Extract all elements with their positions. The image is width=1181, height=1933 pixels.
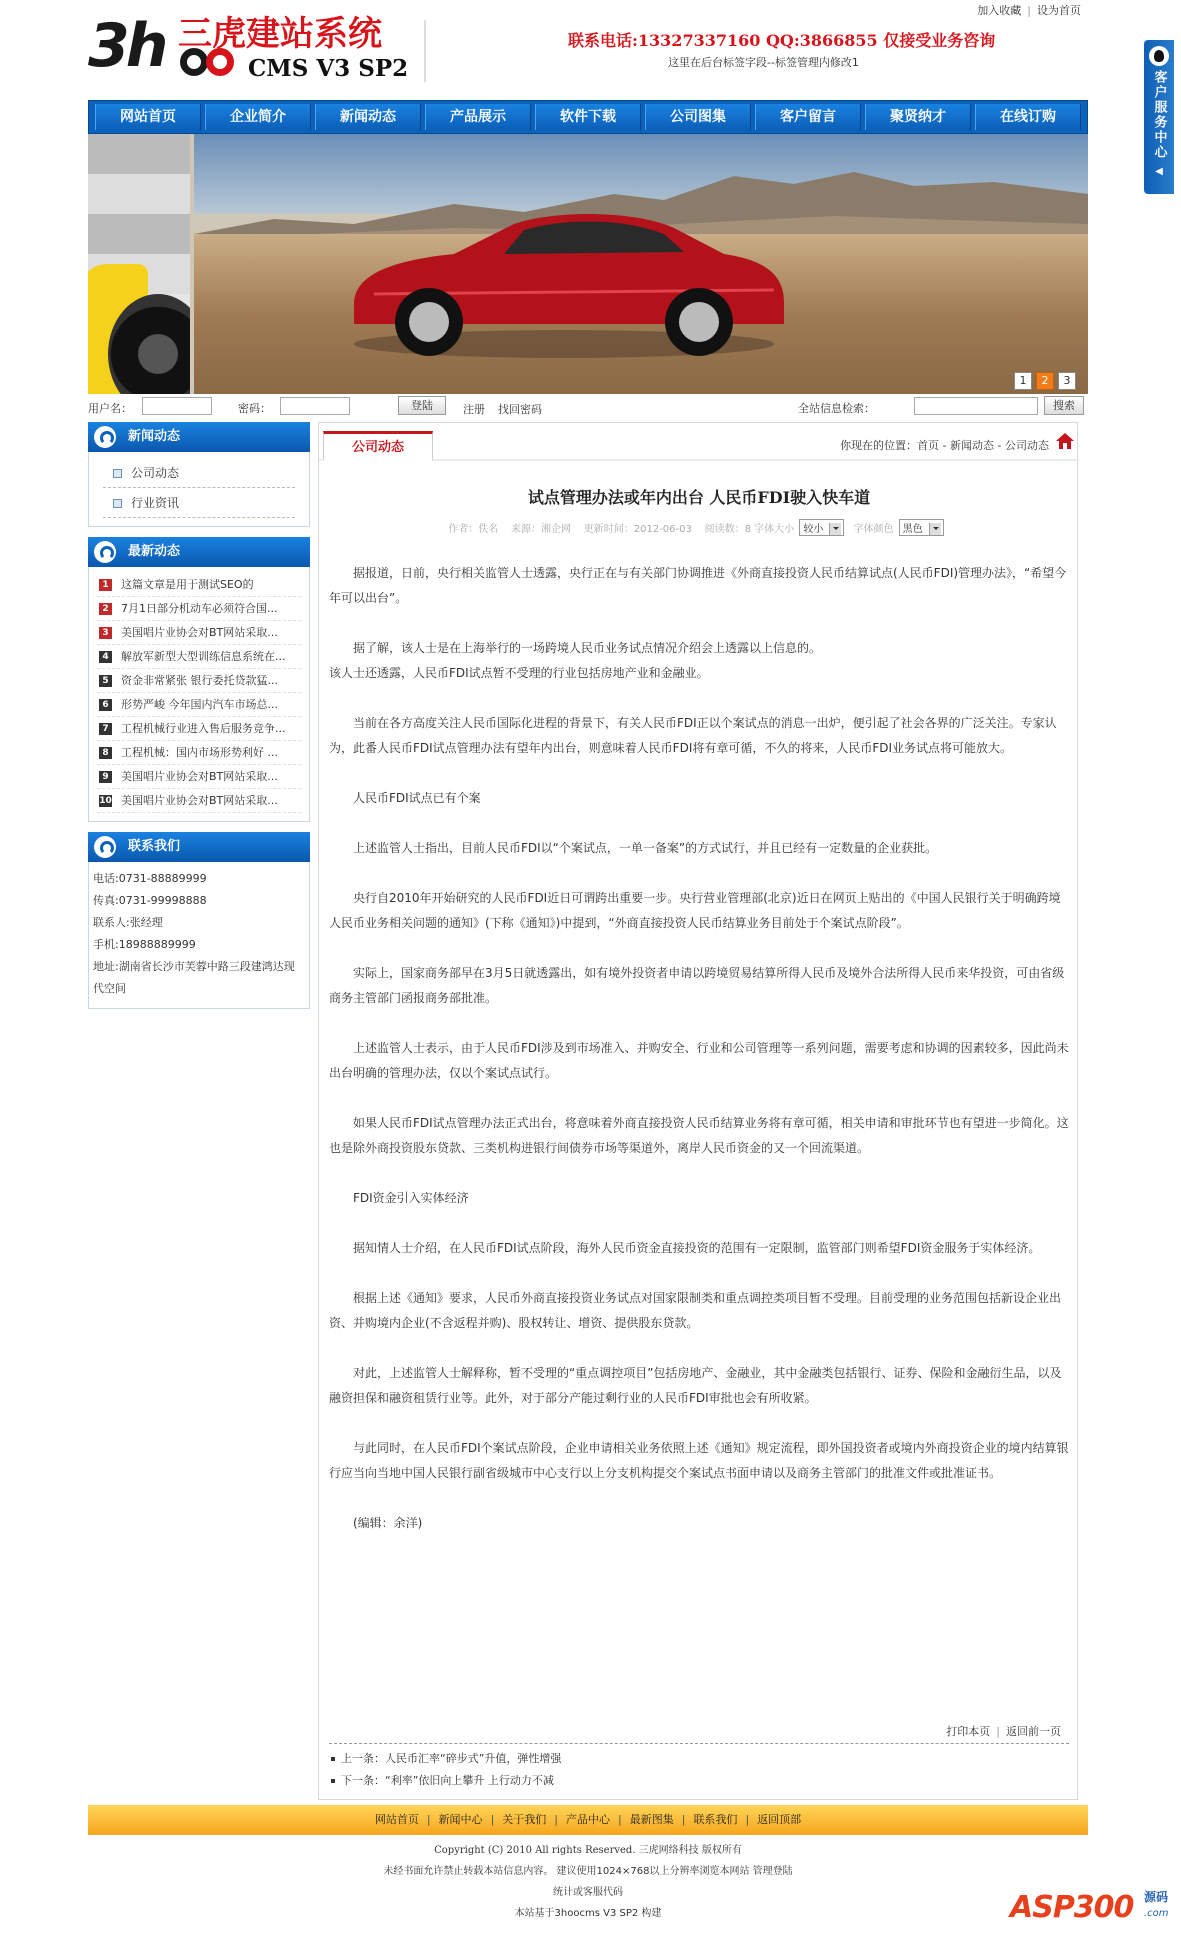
nav-gallery[interactable]: 公司图集 [645, 104, 751, 130]
article-paragraph: 上述监管人士表示，由于人民币FDI涉及到市场准入、并购安全、行业和公司管理等一系列问题，需要考虑和协调的因素较多，因此尚未出台明确的管理办法，仅以个案试点试行。 [329, 1041, 1069, 1080]
article-paragraph: 如果人民币FDI试点管理办法正式出台，将意味着外商直接投资人民币结算业务将有章可循，相关申请和审批环节也有望进一步简化。这也是除外商投资股东贷款、三类机构进银行间债券市场等渠道外，离岸人民币资金的又一个回流渠道。 [329, 1116, 1069, 1155]
watermark-brand: ASP300 [1010, 1890, 1134, 1925]
contact-phone: 电话:0731-88889999 [93, 872, 207, 885]
article-paragraph: 对此，上述监管人士解释称，暂不受理的“重点调控项目”包括房地产、金融业，其中金融类包括银行、证券、保险和金融衍生品，以及融资担保和融资租赁行业等。此外，对于部分产能过剩行业的人民币FDI审批也会有所收紧。 [329, 1366, 1062, 1405]
search-input[interactable] [914, 397, 1038, 415]
category-industry-news[interactable]: 行业资讯 [103, 488, 295, 518]
register-link[interactable]: 注册 [463, 403, 485, 416]
article-paragraph: 据报道，日前，央行相关监管人士透露，央行正在与有关部门协调推进《外商直接投资人民币结算试点(人民币FDI)管理办法》，“希望今年可以出台”。 [329, 566, 1067, 605]
nav-home[interactable]: 网站首页 [95, 104, 201, 130]
article-title: 试点管理办法或年内出台 人民币FDI驶入快车道 [527, 488, 871, 507]
username-label: 用户名： [88, 402, 132, 415]
footer-link-contact[interactable]: 联系我们 [693, 1813, 738, 1826]
article-paragraph: 据了解，该人士是在上海举行的一场跨境人民币业务试点情况介绍会上透露以上信息的。 该人士还透露，人民币FDI试点暂不受理的行业包括房地产业和金融业。 [329, 641, 822, 680]
watermark-domain: .com [1144, 1908, 1169, 1919]
latest-news-item[interactable]: 2 7月1日部分机动车必须符合国... [97, 597, 301, 621]
font-size-select[interactable]: 较小 [799, 519, 844, 536]
customer-service-float[interactable] [1144, 40, 1174, 194]
contact-us-header: 联系我们 [88, 832, 310, 862]
chevron-down-icon [929, 523, 941, 535]
site-logo[interactable] [88, 11, 428, 86]
banner-car-image [194, 134, 1088, 394]
article-paragraph: 央行自2010年开始研究的人民币FDI近日可谓跨出重要一步。央行营业管理部(北京)近日在网页上贴出的《中国人民银行关于明确跨境人民币业务相关问题的通知》(下称《通知》)中提到，“外商直接投资人民币结算业务目前处于个案试点阶段”。 [329, 891, 1061, 930]
meta-source: 来源：湘企网 [511, 524, 572, 535]
nav-downloads[interactable]: 软件下载 [535, 104, 641, 130]
article-paragraph: 据知情人士介绍，在人民币FDI试点阶段，海外人民币资金直接投资的范围有一定限制，监管部门则希望FDI资金服务于实体经济。 [353, 1241, 1041, 1255]
nav-guestbook[interactable]: 客户留言 [755, 104, 861, 130]
article-subheading: FDI资金引入实体经济 [353, 1191, 469, 1205]
print-page-link[interactable]: 打印本页 [946, 1725, 991, 1738]
footer-link-products[interactable]: 产品中心 [566, 1813, 610, 1826]
qq-penguin-icon [1149, 46, 1169, 66]
nav-jobs[interactable]: 聚贤纳才 [865, 104, 971, 130]
footer-link-about[interactable]: 关于我们 [502, 1813, 547, 1826]
article-body [329, 561, 1069, 1561]
customer-service-label: 客户服务中心 [1151, 70, 1167, 160]
font-color-select[interactable]: 黑色 [899, 519, 944, 536]
banner-side-image [88, 134, 190, 394]
main-nav [88, 100, 1088, 134]
article-paragraph: 与此同时，在人民币FDI个案试点阶段，企业申请相关业务依照上述《通知》规定流程，即外国投资者或境内外商投资企业的境内结算银行应当向当地中国人民银行副省级城市中心支行以上分支机构提交个案试点书面申请以及商务主管部门的批准文件或批准证书。 [329, 1441, 1069, 1480]
logo-mark: 3h [88, 11, 165, 81]
article-tools: 打印本页 | 返回前一页 [946, 1725, 1061, 1738]
home-icon[interactable] [1055, 431, 1075, 451]
username-input[interactable] [142, 397, 212, 415]
article-subheading: 人民币FDI试点已有个案 [353, 791, 481, 805]
footer-link-top[interactable]: 返回顶部 [757, 1813, 802, 1826]
nav-order[interactable]: 在线订购 [975, 104, 1081, 130]
login-bar [88, 396, 1088, 418]
footer [88, 1840, 1088, 1924]
nav-news[interactable]: 新闻动态 [315, 104, 421, 130]
go-back-link[interactable]: 返回前一页 [1006, 1725, 1061, 1738]
password-label: 密码： [238, 402, 271, 415]
add-favorite-link[interactable]: 加入收藏 [977, 4, 1022, 17]
category-company-news[interactable]: 公司动态 [103, 458, 295, 488]
article-panel [318, 422, 1078, 1800]
logo-version: CMS V3 SP2 [248, 55, 409, 82]
article-paragraph: 当前在各方高度关注人民币国际化进程的背景下，有关人民币FDI正以个案试点的消息一出炉，便引起了社会各界的广泛关注。专家认为，此番人民币FDI试点管理办法有望年内出台，则意味着人民币FDI将有章可循，不久的将来，人民币FDI业务试点将可能放大。 [329, 716, 1057, 755]
section-icon [94, 836, 116, 858]
prev-article-link[interactable]: 上一条：人民币汇率“碎步式”升值，弹性增强 [329, 1748, 1069, 1770]
latest-news-item[interactable]: 9 美国唱片业协会对BT网站采取... [97, 765, 301, 789]
password-input[interactable] [280, 397, 350, 415]
footer-link-gallery[interactable]: 最新图集 [629, 1813, 674, 1826]
chevron-left-icon: ◀ [1155, 166, 1163, 177]
set-homepage-link[interactable]: 设为首页 [1037, 4, 1081, 17]
latest-news-item[interactable]: 3 美国唱片业协会对BT网站采取... [97, 621, 301, 645]
contact-address: 地址:湖南省长沙市芙蓉中路三段建鸿达现代空间 [93, 960, 295, 995]
search-button[interactable]: 搜索 [1044, 396, 1084, 415]
asp300-watermark [1010, 1878, 1180, 1932]
nav-products[interactable]: 产品展示 [425, 104, 531, 130]
breadcrumb-news[interactable]: 新闻动态 [950, 439, 995, 452]
footer-notice: 未经书面允许禁止转载本站信息内容。 建议使用1024×768以上分辨率浏览本网站 管理登陆 [383, 1866, 793, 1877]
breadcrumb-company-news[interactable]: 公司动态 [1005, 439, 1049, 452]
latest-news-item[interactable]: 8 工程机械：国内市场形势利好 ... [97, 741, 301, 765]
latest-news-header: 最新动态 [88, 537, 310, 567]
latest-news-item[interactable]: 10 美国唱片业协会对BT网站采取... [97, 789, 301, 813]
forgot-password-link[interactable]: 找回密码 [498, 403, 542, 416]
latest-news-item[interactable]: 6 形势严峻 今年国内汽车市场总... [97, 693, 301, 717]
latest-news-item[interactable]: 4 解放军新型大型训练信息系统在... [97, 645, 301, 669]
meta-date: 更新时间：2012-06-03 [583, 524, 692, 535]
banner-page-2[interactable]: 2 [1036, 372, 1054, 390]
footer-stats: 统计或客服代码 [553, 1887, 623, 1898]
latest-news-list [88, 567, 310, 822]
banner-page-1[interactable]: 1 [1014, 372, 1032, 390]
banner-page-3[interactable]: 3 [1058, 372, 1076, 390]
news-category-header: 新闻动态 [88, 422, 310, 452]
prev-next-links [329, 1743, 1069, 1792]
article-tab-bar [319, 423, 1079, 461]
article-meta [319, 519, 1079, 536]
article-editor: (编辑：余洋) [353, 1516, 423, 1530]
font-color-label: 字体颜色 [853, 524, 894, 535]
article-paragraph: 上述监管人士指出，目前人民币FDI以“个案试点，一单一备案”的方式试行，并且已经有一定数量的企业获批。 [353, 841, 938, 855]
copyright: Copyright (C) 2010 All rights Reserved. 三虎网络科技 版权所有 [434, 1845, 742, 1856]
chevron-down-icon [829, 523, 841, 535]
meta-views: 阅读数：8 [704, 524, 751, 535]
breadcrumb: 你现在的位置：首页 - 新闻动态 - 公司动态 [840, 439, 1049, 452]
search-label: 全站信息检索： [798, 402, 875, 415]
top-links: 加入收藏 | 设为首页 [977, 4, 1081, 17]
next-article-link[interactable]: 下一条：“利率”依旧向上攀升 上行动力不减 [329, 1770, 1069, 1792]
nav-about[interactable]: 企业简介 [205, 104, 311, 130]
contact-info [88, 862, 310, 1009]
latest-news-item[interactable]: 1 这篇文章是用于测试SEO的 [97, 573, 301, 597]
header-divider [424, 20, 426, 82]
footer-link-news[interactable]: 新闻中心 [438, 1813, 483, 1826]
contact-person: 联系人:张经理 [93, 916, 163, 929]
sidebar [88, 422, 310, 1009]
footer-link-home[interactable]: 网站首页 [374, 1813, 419, 1826]
square-bullet-icon [113, 499, 122, 508]
header-slogan: 这里在后台标签字段--标签管理内修改1 [668, 56, 859, 69]
footer-nav: 网站首页 | 新闻中心 | 关于我们 | 产品中心 | 最新图集 | 联系我们 | 返回顶部 [88, 1805, 1088, 1835]
watermark-cn: 源码 [1144, 1890, 1169, 1904]
breadcrumb-home[interactable]: 首页 [917, 439, 940, 452]
latest-news-item[interactable]: 5 资金非常紧张 银行委托贷款猛... [97, 669, 301, 693]
news-category-list [88, 452, 310, 527]
banner-slideshow[interactable] [88, 134, 1088, 394]
tab-company-news[interactable]: 公司动态 [323, 431, 433, 461]
login-button[interactable]: 登陆 [398, 396, 446, 415]
footer-built-by: 本站基于3hoocms V3 SP2 构建 [514, 1908, 662, 1919]
meta-author: 作者：佚名 [448, 524, 499, 535]
latest-news-item[interactable]: 7 工程机械行业进入售后服务竞争... [97, 717, 301, 741]
logo-chinese-name: 三虎建站系统 [178, 14, 382, 54]
article-paragraph: 根据上述《通知》要求，人民币外商直接投资业务试点对国家限制类和重点调控类项目暂不受理。目前受理的业务范围包括新设企业出资、并购境内企业(不含返程并购)、股权转让、增资、提供股东贷款。 [329, 1291, 1062, 1330]
header-contact: 联系电话:13327337160 QQ:3866855 仅接受业务咨询 [568, 31, 996, 50]
contact-fax: 传真:0731-99998888 [93, 894, 207, 907]
section-icon [94, 426, 116, 448]
article-paragraph: 实际上，国家商务部早在3月5日就透露出，如有境外投资者申请以跨境贸易结算所得人民币及境外合法所得人民币来华投资，可由省级商务主管部门函报商务部批准。 [329, 966, 1065, 1005]
square-bullet-icon [113, 469, 122, 478]
font-size-label: 字体大小 [754, 524, 795, 535]
contact-mobile: 手机:18988889999 [93, 938, 196, 951]
banner-pager [1014, 372, 1076, 390]
section-icon [94, 541, 116, 563]
